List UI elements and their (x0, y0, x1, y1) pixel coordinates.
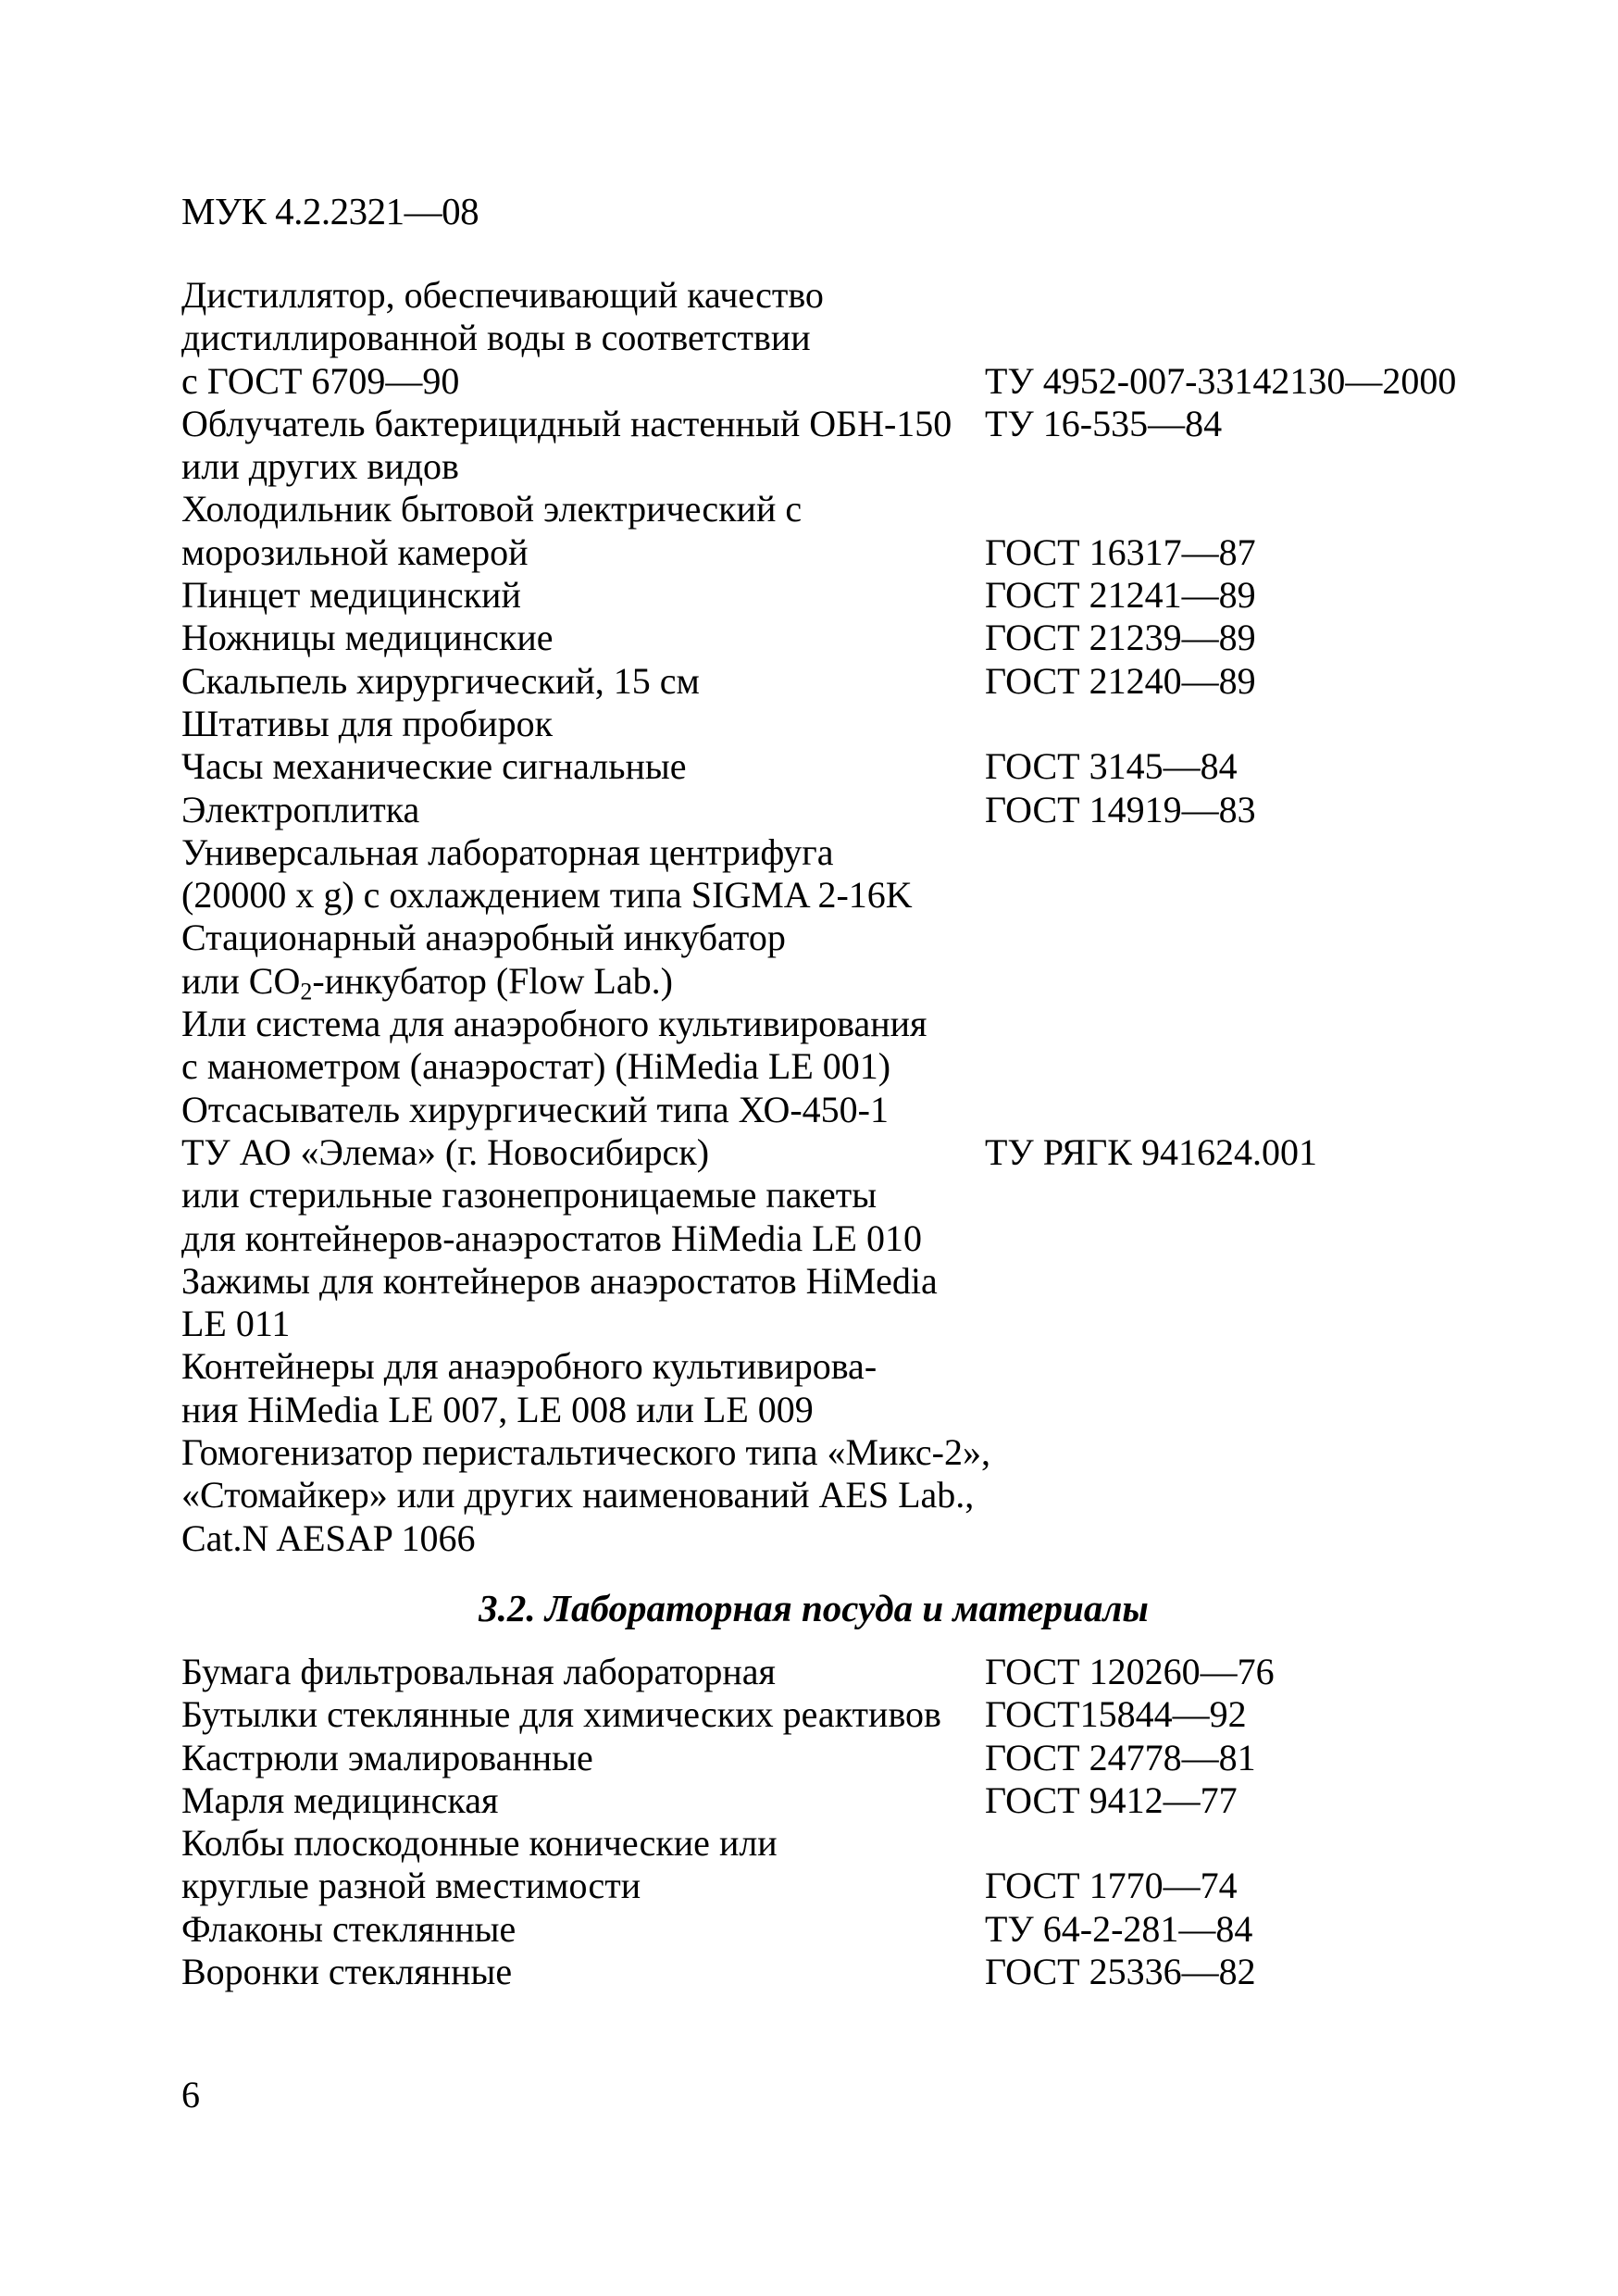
list-row (181, 1174, 1477, 1217)
item-name: ТУ АО «Элема» (г. Новосибирск) (181, 1130, 710, 1173)
list-row (181, 403, 1477, 445)
item-name: Облучатель бактерицидный настенный ОБН-150 (181, 402, 952, 444)
list-row (181, 1693, 1477, 1736)
item-name: или других видов (181, 445, 459, 488)
item-name: Стационарный анаэробный инкубатор (181, 917, 786, 959)
item-standard: ГОСТ 25336—82 (985, 1951, 1256, 1993)
item-name: ния HiMedia LE 007, LE 008 или LE 009 (181, 1388, 814, 1430)
item-name: Часы механические сигнальные (181, 745, 687, 788)
list-row (181, 789, 1477, 831)
item-name: дистиллированной воды в соответствии (181, 317, 811, 359)
item-name: Колбы плоскодонные конические или (181, 1822, 778, 1865)
list-row (181, 1217, 1477, 1260)
list-row (181, 1131, 1477, 1174)
list-row (181, 317, 1477, 359)
list-row (181, 1865, 1477, 1907)
list-row (181, 1389, 1477, 1431)
list-row (181, 703, 1477, 745)
item-standard: ГОСТ 3145—84 (985, 745, 1238, 788)
list-row (181, 274, 1477, 317)
list-row (181, 1651, 1477, 1693)
list-row (181, 745, 1477, 788)
item-name: с манометром (анаэростат) (HiMedia LE 001) (181, 1045, 891, 1088)
document-code-header: МУК 4.2.2321—08 (181, 190, 479, 232)
list-row (181, 1431, 1477, 1474)
item-standard: ГОСТ 24778—81 (985, 1736, 1256, 1778)
list-row (181, 874, 1477, 917)
list-row (181, 1089, 1477, 1131)
item-name: или стерильные газонепроницаемые пакеты (181, 1174, 877, 1217)
item-name: Зажимы для контейнеров анаэростатов HiMedia (181, 1259, 938, 1302)
list-row (181, 617, 1477, 659)
list-row (181, 1345, 1477, 1388)
item-name: LE 011 (181, 1303, 291, 1345)
item-standard: ГОСТ 1770—74 (985, 1865, 1238, 1907)
item-name: «Стомайкер» или других наименований AES Lab., (181, 1474, 975, 1516)
list-row (181, 445, 1477, 488)
item-standard: ТУ 64-2-281—84 (985, 1907, 1253, 1950)
list-row (181, 831, 1477, 874)
list-row (181, 1779, 1477, 1822)
item-name-part: -инкубатор (Flow Lab.) (312, 959, 673, 1002)
item-name: Воронки стеклянные (181, 1951, 513, 1993)
item-standard: ГОСТ 120260—76 (985, 1651, 1275, 1692)
item-standard: ТУ 4952-007-33142130—2000 (985, 359, 1457, 402)
item-name: для контейнеров-анаэростатов HiMedia LE 010 (181, 1217, 922, 1259)
page-number: 6 (181, 2074, 200, 2115)
list-row (181, 1822, 1477, 1865)
list-row (181, 531, 1477, 574)
list-row (181, 488, 1477, 530)
materials-list (181, 1651, 1477, 1993)
list-row (181, 1303, 1477, 1345)
item-name: Электроплитка (181, 788, 420, 830)
item-standard: ГОСТ 21240—89 (985, 659, 1256, 702)
item-standard: ТУ РЯГК 941624.001 (985, 1130, 1317, 1173)
item-standard: ГОСТ 9412—77 (985, 1778, 1238, 1821)
list-row (181, 1517, 1477, 1560)
item-name (181, 960, 985, 1003)
item-name: Cat.N AESAP 1066 (181, 1516, 476, 1559)
list-row (181, 1045, 1477, 1088)
list-row (181, 917, 1477, 959)
item-name-part: или CO (181, 959, 301, 1002)
equipment-list (181, 274, 1477, 1560)
section-heading: 3.2. Лабораторная посуда и материалы (479, 1587, 1149, 1629)
item-name: Отсасыватель хирургический типа ХО-450-1 (181, 1088, 889, 1130)
list-row (181, 360, 1477, 403)
item-name: Универсальная лабораторная центрифуга (181, 830, 834, 873)
subscript-digit: 2 (300, 978, 313, 1005)
item-name: Пинцет медицинский (181, 574, 521, 617)
item-name: Дистиллятор, обеспечивающий качество (181, 274, 824, 316)
item-name: Штативы для пробирок (181, 702, 553, 744)
list-row (181, 660, 1477, 703)
list-row (181, 960, 1477, 1003)
item-standard: ГОСТ 14919—83 (985, 788, 1256, 830)
item-name: Ножницы медицинские (181, 617, 554, 659)
item-name: Гомогенизатор перистальтического типа «Микс-2», (181, 1431, 991, 1474)
item-standard: ГОСТ15844—92 (985, 1693, 1247, 1736)
item-name: Кастрюли эмалированные (181, 1736, 593, 1778)
item-name: круглые разной вместимости (181, 1865, 641, 1907)
item-name: Или система для анаэробного культивирования (181, 1003, 927, 1045)
list-row (181, 1951, 1477, 1993)
list-row (181, 1003, 1477, 1045)
item-name: Бумага фильтровальная лабораторная (181, 1651, 776, 1692)
item-name: морозильной камерой (181, 530, 529, 573)
list-row (181, 1908, 1477, 1951)
item-name: (20000 x g) с охлаждением типа SIGMA 2-16K (181, 874, 913, 917)
item-name: Флаконы стеклянные (181, 1907, 517, 1950)
list-row (181, 574, 1477, 617)
list-row (181, 1260, 1477, 1303)
item-name: Холодильник бытовой электрический с (181, 488, 803, 530)
item-standard: ГОСТ 21241—89 (985, 574, 1256, 617)
item-name: Скальпель хирургический, 15 см (181, 659, 700, 702)
list-row (181, 1737, 1477, 1779)
item-standard: ГОСТ 16317—87 (985, 530, 1256, 573)
item-standard: ГОСТ 21239—89 (985, 617, 1256, 659)
item-name: Контейнеры для анаэробного культивирова- (181, 1345, 877, 1388)
item-name: с ГОСТ 6709—90 (181, 359, 460, 402)
item-name: Марля медицинская (181, 1778, 499, 1821)
list-row (181, 1474, 1477, 1516)
item-name: Бутылки стеклянные для химических реактивов (181, 1693, 941, 1736)
item-standard: ТУ 16-535—84 (985, 402, 1223, 444)
